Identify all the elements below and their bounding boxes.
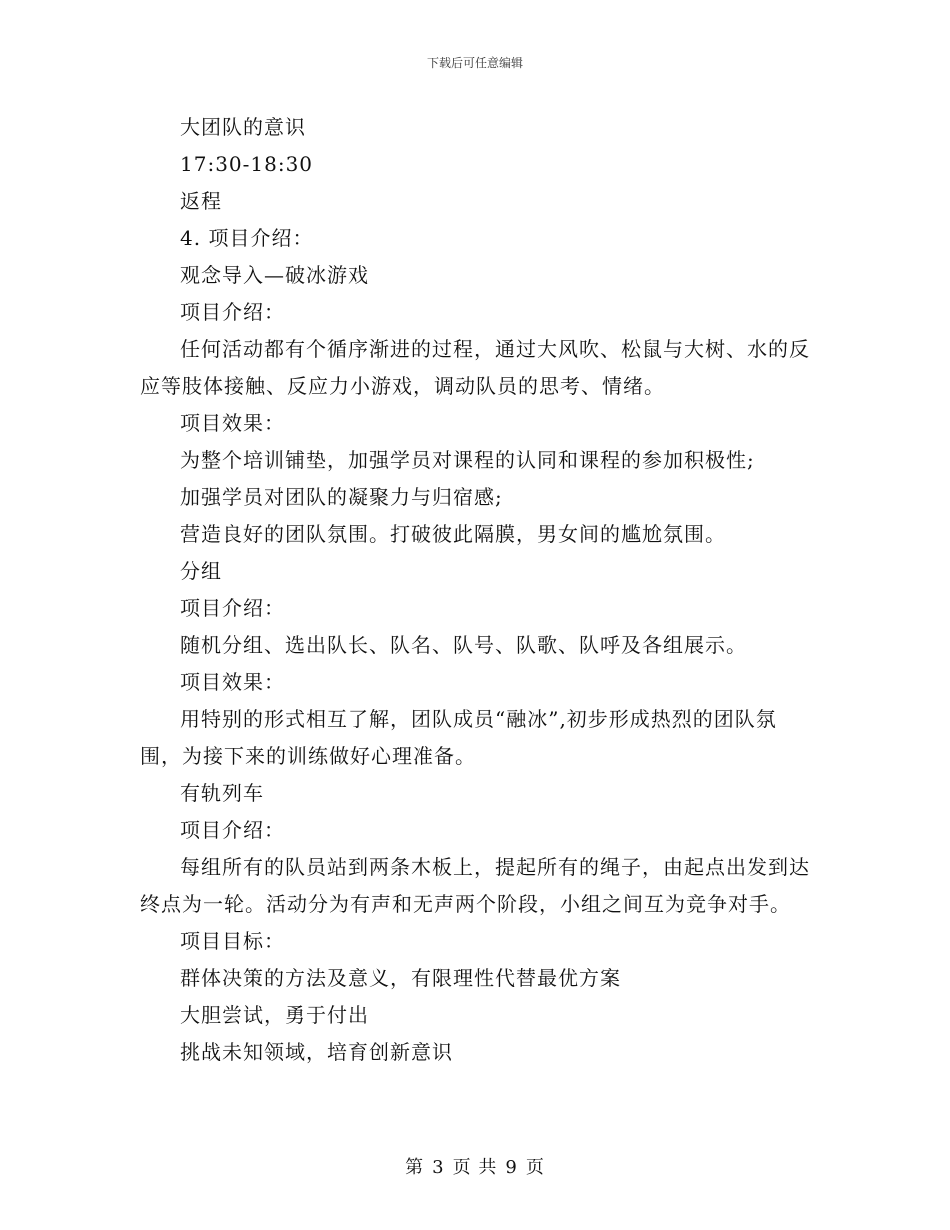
paragraph: 为整个培训铺垫，加强学员对课程的认同和课程的参加积极性;	[180, 448, 755, 472]
paragraph: 返程	[180, 189, 222, 213]
paragraph: 任何活动都有个循序渐进的过程，通过大风吹、松鼠与大树、水的反应等肢体接触、反应力小游戏，调动队员的思考、情绪。	[140, 337, 810, 398]
page-footer	[0, 1153, 950, 1179]
item-title: 分组	[180, 559, 222, 583]
page-body	[140, 109, 810, 1071]
paragraph: 营造良好的团队氛围。打破彼此隔膜，男女间的尴尬氛围。	[180, 522, 726, 546]
paragraph: 大团队的意识	[180, 115, 306, 139]
subheading: 项目目标：	[180, 929, 285, 953]
paragraph: 17:30-18:30	[180, 152, 314, 176]
page-number-current: 3	[432, 1157, 445, 1178]
page-number-suffix: 页	[525, 1157, 545, 1178]
paragraph: 加强学员对团队的凝聚力与归宿感;	[180, 485, 503, 509]
item-title: 观念导入—破冰游戏	[180, 263, 369, 287]
page-number-total: 9	[505, 1157, 518, 1178]
paragraph: 每组所有的队员站到两条木板上，提起所有的绳子，由起点出发到达终点为一轮。活动分为有声和无声两个阶段，小组之间互为竞争对手。	[140, 855, 810, 916]
page-number-middle: 页 共	[452, 1157, 498, 1178]
paragraph: 挑战未知领域，培育创新意识	[180, 1040, 453, 1064]
paragraph: 随机分组、选出队长、队名、队号、队歌、队呼及各组展示。	[180, 633, 747, 657]
paragraph: 大胆尝试，勇于付出	[180, 1003, 369, 1027]
page-header: 下载后可任意编辑	[426, 56, 523, 70]
page-number-prefix: 第	[405, 1157, 425, 1178]
subheading: 项目效果：	[180, 670, 285, 694]
paragraph: 用特别的形式相互了解，团队成员“融冰”,初步形成热烈的团队氛围，为接下来的训练做好心理准备。	[140, 707, 777, 768]
subheading: 项目介绍：	[180, 818, 285, 842]
subheading: 项目效果：	[180, 411, 285, 435]
subheading: 项目介绍：	[180, 300, 285, 324]
subheading: 项目介绍：	[180, 596, 285, 620]
section-heading: 4. 项目介绍：	[180, 226, 314, 250]
paragraph: 群体决策的方法及意义，有限理性代替最优方案	[180, 966, 621, 990]
item-title: 有轨列车	[180, 781, 264, 805]
